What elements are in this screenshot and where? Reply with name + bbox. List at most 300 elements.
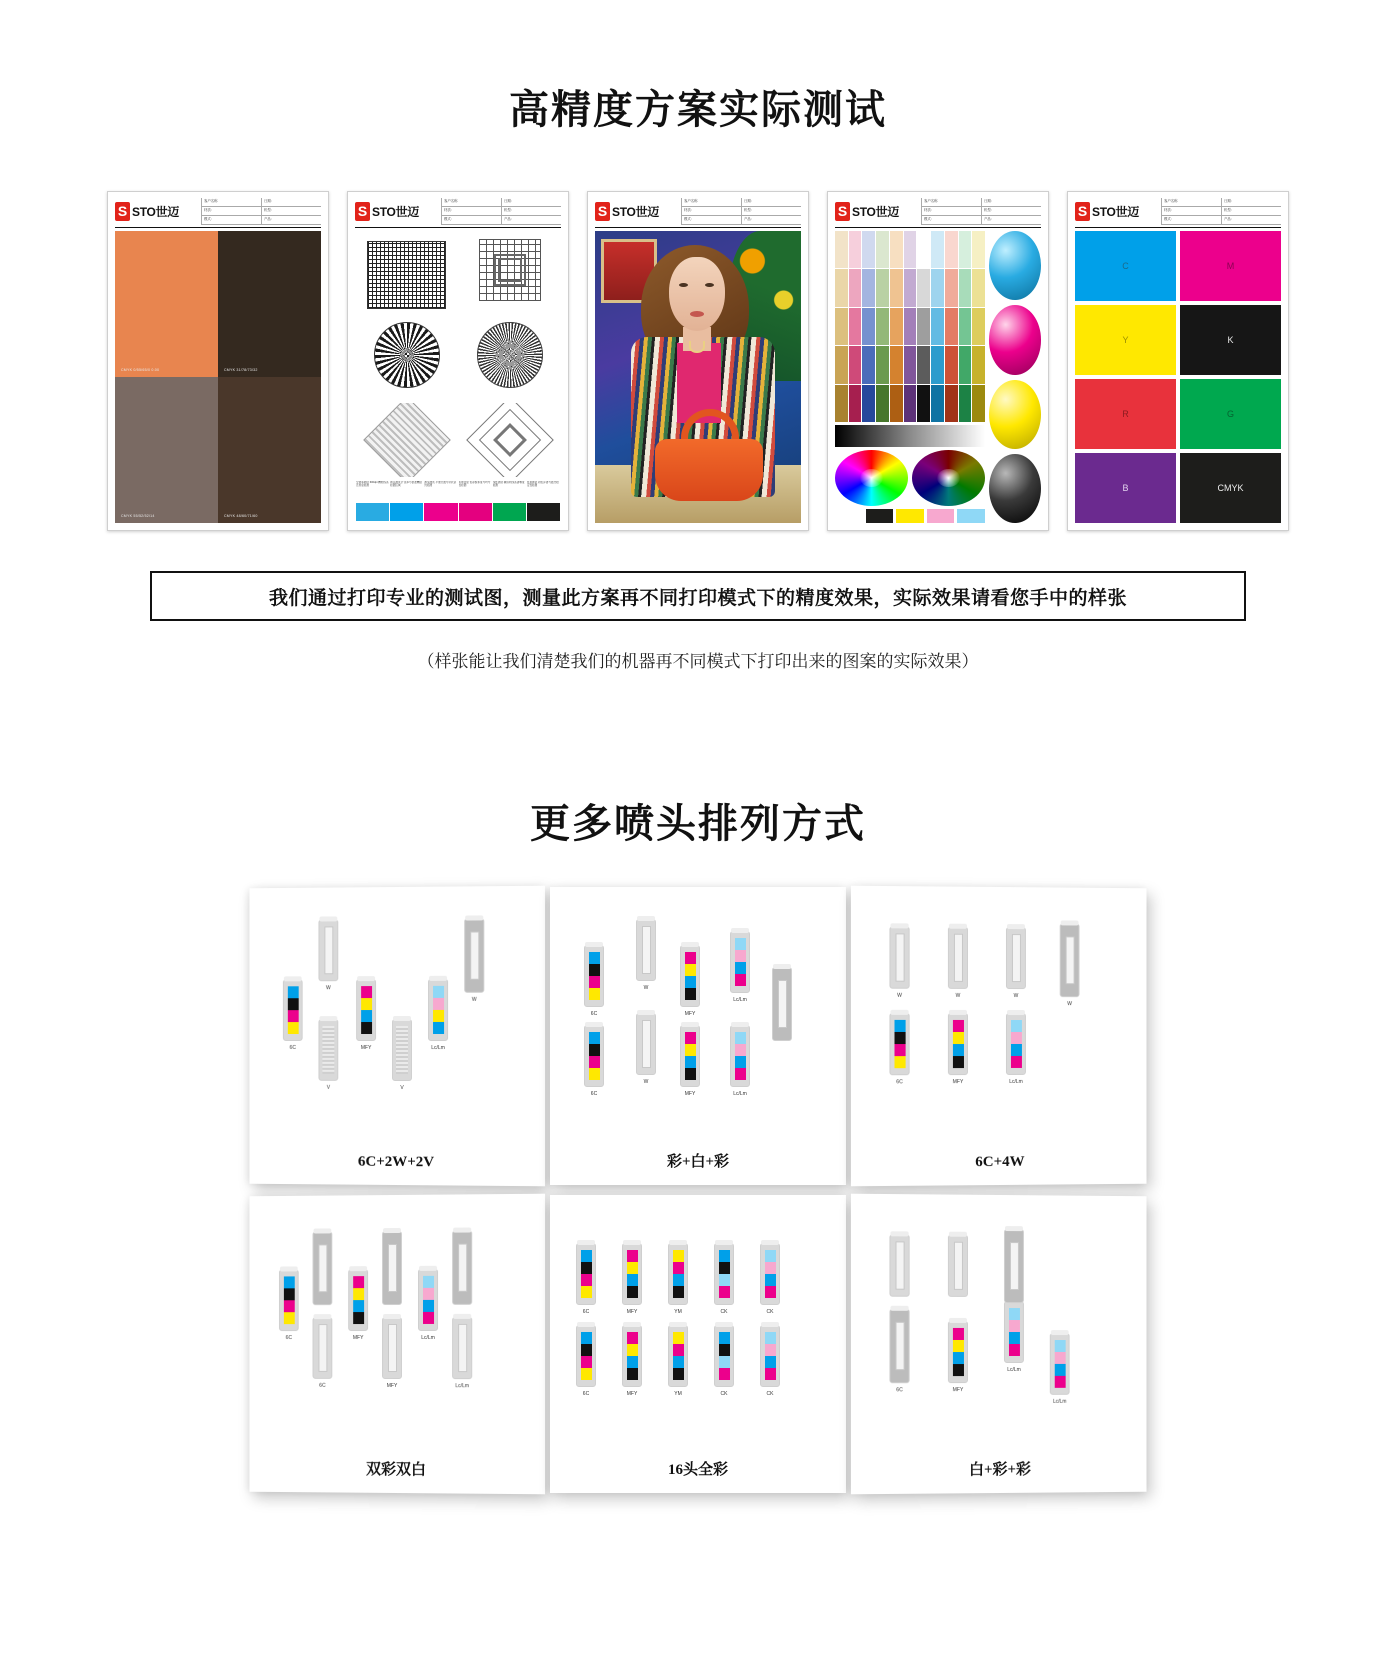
ink-channel (1010, 1020, 1021, 1032)
page-title-accuracy-test: 高精度方案实际测试 (509, 88, 887, 132)
model-eye-left (679, 283, 688, 287)
sheet-body (835, 231, 1041, 523)
nozzle-layout-card[interactable] (851, 886, 1147, 1187)
ink-channel-stack (719, 1250, 730, 1298)
print-head-cap (585, 942, 603, 947)
ink-channel-stack (952, 1020, 963, 1068)
print-head (636, 1013, 656, 1085)
color-column-grid (835, 231, 985, 422)
field-machine: 机型： (1221, 207, 1281, 216)
color-chart-cell (862, 385, 875, 422)
tone-swatch-label: CMYK 31/78/73/32 (224, 368, 258, 372)
print-head-cap (890, 1306, 908, 1311)
pattern-swatch-text: 色差测试 同色异谱与批次稳定性检测 (526, 481, 559, 488)
ink-channel (1008, 1320, 1019, 1332)
ink-channel-stack (589, 1032, 600, 1080)
nozzle-layout-card[interactable] (249, 886, 545, 1187)
field-customer: 客户名称 (1161, 198, 1221, 207)
print-head-label: W (643, 1079, 649, 1085)
print-head-label: Lc/Lm (431, 1045, 445, 1052)
print-head-label: 6C (590, 1011, 598, 1017)
print-head-label: Lc/Lm (733, 1091, 747, 1097)
nozzle-layout-label: 彩+白+彩 (666, 1154, 730, 1170)
ink-channel (765, 1368, 776, 1380)
nozzle-layout-card[interactable] (851, 1194, 1147, 1495)
ink-channel (719, 1344, 730, 1356)
print-head-cap (419, 1266, 437, 1271)
color-chart-cell (862, 308, 875, 345)
color-chart-cell (904, 231, 917, 268)
ink-channel-stack (1010, 1020, 1021, 1068)
cmyk-block: CMYK (1180, 453, 1281, 523)
print-head-cap (1061, 920, 1079, 925)
sheet-body (595, 231, 801, 523)
ink-channel (673, 1356, 684, 1368)
print-head (418, 1269, 438, 1341)
ink-channel (589, 976, 600, 988)
color-chart-cell (972, 346, 985, 383)
white-channel (642, 926, 651, 974)
color-chart-cell (862, 269, 875, 306)
color-chart-cell (917, 346, 930, 383)
color-chart-cell (959, 308, 972, 345)
ink-channel-stack (673, 1332, 684, 1380)
print-head (714, 1243, 734, 1315)
print-head-cap (393, 1016, 411, 1021)
color-chart-cell (849, 231, 862, 268)
field-material: 材质： (1161, 207, 1221, 216)
print-head (464, 918, 484, 1003)
logo-mark-icon: S (355, 202, 370, 221)
nozzle-stage (562, 901, 834, 1150)
ink-channel (627, 1332, 638, 1344)
print-head (760, 1243, 780, 1315)
test-sheet-portrait[interactable] (587, 191, 809, 531)
color-chart-cell (835, 231, 848, 268)
print-head (1004, 1301, 1024, 1373)
white-channel (953, 934, 962, 982)
print-head-cap (314, 1314, 332, 1319)
pattern-swatch-text: 实地密度 色彩饱和度与均匀性检测 (458, 481, 491, 488)
print-head-cap (761, 1240, 779, 1245)
color-chart-cell (849, 385, 862, 422)
color-chart-cell (890, 231, 903, 268)
color-chart-cell (959, 231, 972, 268)
field-product: 产品： (261, 216, 321, 225)
color-chart-cell (849, 308, 862, 345)
color-chart-cell (931, 385, 944, 422)
pattern-mesh (357, 235, 456, 315)
field-date: 日期： (981, 198, 1041, 207)
ink-channel (283, 1288, 294, 1300)
print-head (392, 1019, 412, 1092)
sheet-body (1075, 231, 1281, 523)
ink-channel-stack (719, 1332, 730, 1380)
print-head-label: YM (674, 1309, 682, 1315)
color-chart-cell (849, 346, 862, 383)
ink-channel-stack (952, 1328, 963, 1376)
print-head-cap (681, 942, 699, 947)
nozzle-layout-card[interactable] (550, 887, 846, 1185)
ink-channel (581, 1368, 592, 1380)
print-head (1006, 927, 1026, 1000)
print-head-label: W (955, 992, 961, 999)
color-chart-cell (917, 385, 930, 422)
ink-channel (589, 988, 600, 1000)
ink-channel (719, 1262, 730, 1274)
color-chart-cell (931, 346, 944, 383)
print-head-label: YM (674, 1391, 682, 1397)
nozzle-layout-label: 双彩双白 (366, 1461, 427, 1479)
field-machine: 机型： (981, 207, 1041, 216)
nozzle-stage (562, 1209, 834, 1458)
color-chart-cell (917, 308, 930, 345)
field-mode: 模式： (1161, 216, 1221, 225)
white-channel (388, 1324, 397, 1372)
ink-channel (685, 976, 696, 988)
print-head-label: 6C (289, 1044, 296, 1051)
color-chart-cell (835, 346, 848, 383)
ink-channel (735, 962, 746, 974)
print-head-cap (453, 1314, 471, 1319)
ink-channel (952, 1044, 963, 1056)
ink-channel-stack (353, 1276, 364, 1324)
print-head (356, 979, 376, 1051)
white-channel (895, 933, 904, 981)
ink-channel (287, 1022, 298, 1034)
color-chart-cell (876, 231, 889, 268)
field-date: 日期： (261, 198, 321, 207)
color-chart-cell (876, 346, 889, 383)
field-product: 产品： (981, 216, 1041, 225)
print-head (730, 1025, 750, 1097)
print-head (318, 1019, 338, 1091)
color-wheel-bright (835, 450, 908, 506)
sto-logo (595, 198, 681, 225)
print-head (1050, 1333, 1070, 1405)
ink-channel (423, 1300, 434, 1312)
cmyk-block: M (1180, 231, 1281, 301)
print-head-cap (637, 916, 655, 921)
model-eye-right (705, 283, 714, 287)
logo-text: STO世迈 (132, 205, 179, 219)
print-head-label: 6C (896, 1079, 903, 1086)
color-chart-cell (876, 385, 889, 422)
print-head-label: W (897, 992, 902, 999)
ink-channel (952, 1020, 963, 1032)
sheet-header-fields (681, 198, 801, 225)
nozzle-layout-card[interactable] (249, 1194, 545, 1495)
ink-channel (627, 1368, 638, 1380)
ink-channel (952, 1364, 963, 1376)
field-date: 日期： (1221, 198, 1281, 207)
ink-channel (685, 1032, 696, 1044)
ink-channel-stack (894, 1020, 905, 1068)
print-head (382, 1317, 402, 1390)
color-chart-cell (917, 231, 930, 268)
ink-channel (423, 1312, 434, 1324)
pattern-plates (355, 231, 561, 523)
pattern-halftone-diamond (357, 403, 456, 477)
test-sheet-color-chart[interactable] (827, 191, 1049, 531)
logo-mark-icon: S (595, 202, 610, 221)
test-sheet-cmyk-blocks[interactable] (1067, 191, 1289, 531)
print-head (889, 1013, 909, 1086)
print-head (889, 926, 909, 999)
pattern-swatch-text: 网点测试 扩张率与套准精度检测区域 (390, 481, 423, 488)
ink-channel (627, 1262, 638, 1274)
print-head-label: CK (766, 1391, 774, 1397)
print-head (382, 1231, 402, 1305)
tone-swatch (218, 231, 321, 377)
ink-channel (581, 1332, 592, 1344)
ink-channel (685, 1044, 696, 1056)
nozzle-layout-card[interactable] (550, 1195, 846, 1493)
print-head (668, 1243, 688, 1315)
tone-swatch-label: CMYK 55/52/52/14 (121, 514, 155, 518)
logo-text: STO世迈 (1092, 205, 1139, 219)
ink-channel (673, 1250, 684, 1262)
ink-channel (353, 1312, 364, 1324)
white-channel (458, 1324, 467, 1372)
white-channel (778, 980, 787, 1028)
cmyk-block: K (1180, 305, 1281, 375)
ink-channel (765, 1332, 776, 1344)
white-channel (318, 1244, 327, 1292)
color-chart-cell (917, 269, 930, 306)
color-wheel-dark (912, 450, 985, 506)
color-chart-cell (972, 231, 985, 268)
ink-channel (581, 1262, 592, 1274)
color-chart-cell (904, 269, 917, 306)
ink-ball-column (989, 231, 1041, 523)
print-head-label: CK (720, 1391, 728, 1397)
print-head-label: 6C (319, 1382, 326, 1389)
ink-channel-stack (361, 986, 372, 1034)
pattern-line-diamond (460, 403, 559, 477)
ink-channel (719, 1332, 730, 1344)
nozzle-layout-label: 16头全彩 (667, 1462, 728, 1478)
ink-channel (589, 1032, 600, 1044)
color-chart-cell (890, 385, 903, 422)
print-head-label: Lc/Lm (1007, 1366, 1021, 1373)
print-head (680, 945, 700, 1017)
ink-channel (627, 1344, 638, 1356)
white-channel (895, 1241, 904, 1289)
color-chart-cell (945, 308, 958, 345)
ink-channel (685, 988, 696, 1000)
pattern-swatch (356, 481, 389, 521)
print-head-cap (681, 1022, 699, 1027)
ink-channel (735, 1056, 746, 1068)
ink-channel (627, 1250, 638, 1262)
print-head (889, 1309, 909, 1394)
color-chart-cell (945, 269, 958, 306)
print-head-label: Lc/Lm (733, 997, 747, 1003)
pattern-swatch (424, 481, 457, 521)
logo-text: STO世迈 (612, 205, 659, 219)
ink-channel-stack (423, 1276, 434, 1324)
field-material: 材质： (921, 207, 981, 216)
ink-channel (1054, 1376, 1065, 1388)
varnish-channel (396, 1026, 408, 1074)
logo-mark-icon: S (835, 202, 850, 221)
model-lips (690, 311, 704, 317)
nozzle-stage (863, 1208, 1135, 1459)
field-customer: 客户名称 (441, 198, 501, 207)
field-date: 日期： (501, 198, 561, 207)
field-customer: 客户名称 (201, 198, 261, 207)
ink-channel (433, 986, 444, 998)
print-head-label: 6C (582, 1309, 590, 1315)
field-product: 产品： (1221, 216, 1281, 225)
ink-channel-stack (581, 1250, 592, 1298)
print-head-cap (623, 1240, 641, 1245)
ink-channel (673, 1286, 684, 1298)
ink-channel (765, 1356, 776, 1368)
print-head-cap (623, 1322, 641, 1327)
print-head-cap (949, 1232, 967, 1237)
ink-channel (765, 1344, 776, 1356)
print-head-cap (731, 928, 749, 933)
white-channel (388, 1244, 397, 1292)
color-chart-cell (890, 269, 903, 306)
print-head-label: Lc/Lm (455, 1383, 470, 1390)
sheet-header (595, 198, 801, 228)
test-sheet-patterns[interactable] (347, 191, 569, 531)
color-chart-cell (835, 385, 848, 422)
field-material: 材质： (201, 207, 261, 216)
print-head (283, 979, 303, 1051)
pattern-starburst (460, 319, 559, 399)
ink-channel (283, 1276, 294, 1288)
field-mode: 模式： (681, 216, 741, 225)
tone-quadrants (115, 231, 321, 523)
ink-channel (353, 1288, 364, 1300)
print-head-label: MFY (952, 1079, 964, 1086)
ink-channel (952, 1056, 963, 1068)
ink-channel (353, 1300, 364, 1312)
print-head-cap (949, 1318, 967, 1323)
ink-channel (685, 1068, 696, 1080)
ink-channel (673, 1344, 684, 1356)
print-head (668, 1325, 688, 1397)
color-chart-cell (835, 308, 848, 345)
pattern-swatch (493, 481, 526, 521)
print-head (948, 1235, 968, 1297)
tone-swatch-label: CMYK 0/55/65/0 0.00 (121, 368, 160, 372)
print-head-label: W (643, 985, 649, 991)
ink-channel (765, 1250, 776, 1262)
ink-channel (1054, 1364, 1065, 1376)
field-customer: 客户名称 (681, 198, 741, 207)
nozzle-stage (261, 900, 533, 1155)
ink-channel (952, 1352, 963, 1364)
nozzle-stage (261, 1208, 533, 1459)
field-machine: 机型： (501, 207, 561, 216)
print-head-cap (949, 924, 967, 929)
print-head-cap (429, 976, 447, 981)
print-head-cap (1005, 1226, 1023, 1231)
sub-note: （样张能让我们清楚我们的机器再不同模式下打印出来的图案的实际效果） (417, 652, 979, 671)
color-chart-cell (849, 269, 862, 306)
ink-channel (719, 1356, 730, 1368)
print-head (428, 979, 448, 1052)
print-head-label: V (326, 1084, 331, 1091)
ink-channel (1008, 1332, 1019, 1344)
field-mode: 模式： (201, 216, 261, 225)
ink-channel (765, 1286, 776, 1298)
tone-swatch (115, 377, 218, 523)
pattern-swatch-row (355, 481, 561, 523)
print-head (584, 1025, 604, 1097)
ink-channel (894, 1056, 905, 1068)
print-head-label: 6C (285, 1335, 292, 1342)
print-head-cap (577, 1322, 595, 1327)
white-channel (1065, 936, 1074, 984)
ink-channel (589, 1044, 600, 1056)
print-head-cap (890, 1231, 908, 1236)
print-head-label: MFY (386, 1382, 398, 1390)
color-chart-cell (972, 385, 985, 422)
ink-channel (894, 1044, 905, 1056)
print-head-cap (314, 1228, 332, 1233)
print-head-label: W (326, 985, 331, 992)
ink-channel (719, 1250, 730, 1262)
white-channel (458, 1244, 467, 1292)
test-sheet-four-tone[interactable] (107, 191, 329, 531)
ink-channel (361, 986, 372, 998)
ink-channel (1054, 1340, 1065, 1352)
page-title-nozzle-layouts: 更多喷头排列方式 (530, 802, 866, 846)
ink-channel-stack (765, 1250, 776, 1298)
print-head (760, 1325, 780, 1397)
print-head (1006, 1013, 1026, 1085)
ink-channel-stack (433, 986, 444, 1034)
pattern-nested-squares (460, 235, 559, 315)
cmyk-block: C (1075, 231, 1176, 301)
ink-channel-stack (627, 1332, 638, 1380)
nozzle-layout-gallery (248, 887, 1148, 1493)
tone-swatch (218, 377, 321, 523)
field-customer: 客户名称 (921, 198, 981, 207)
field-date: 日期： (741, 198, 801, 207)
print-head (313, 1231, 333, 1305)
mini-swatch-row (835, 509, 985, 523)
color-chart-cell (945, 231, 958, 268)
white-channel (470, 931, 479, 979)
white-channel (1009, 1242, 1018, 1290)
ink-channel (735, 1044, 746, 1056)
print-head-cap (637, 1010, 655, 1015)
print-head-cap (319, 1016, 337, 1021)
color-chart-cell (876, 269, 889, 306)
cmyk-block-grid (1075, 231, 1281, 523)
print-head (313, 1317, 333, 1389)
print-head-label: Lc/Lm (1052, 1398, 1067, 1405)
ink-channel (287, 986, 298, 998)
print-head-cap (1007, 1010, 1025, 1015)
ink-channel-stack (589, 952, 600, 1000)
varnish-channel (322, 1026, 334, 1074)
print-head-cap (949, 1010, 967, 1015)
ink-channel (719, 1286, 730, 1298)
ink-channel (589, 964, 600, 976)
ink-channel (361, 998, 372, 1010)
print-head-cap (890, 1010, 908, 1015)
print-head (1060, 923, 1080, 1008)
handbag (655, 439, 763, 501)
